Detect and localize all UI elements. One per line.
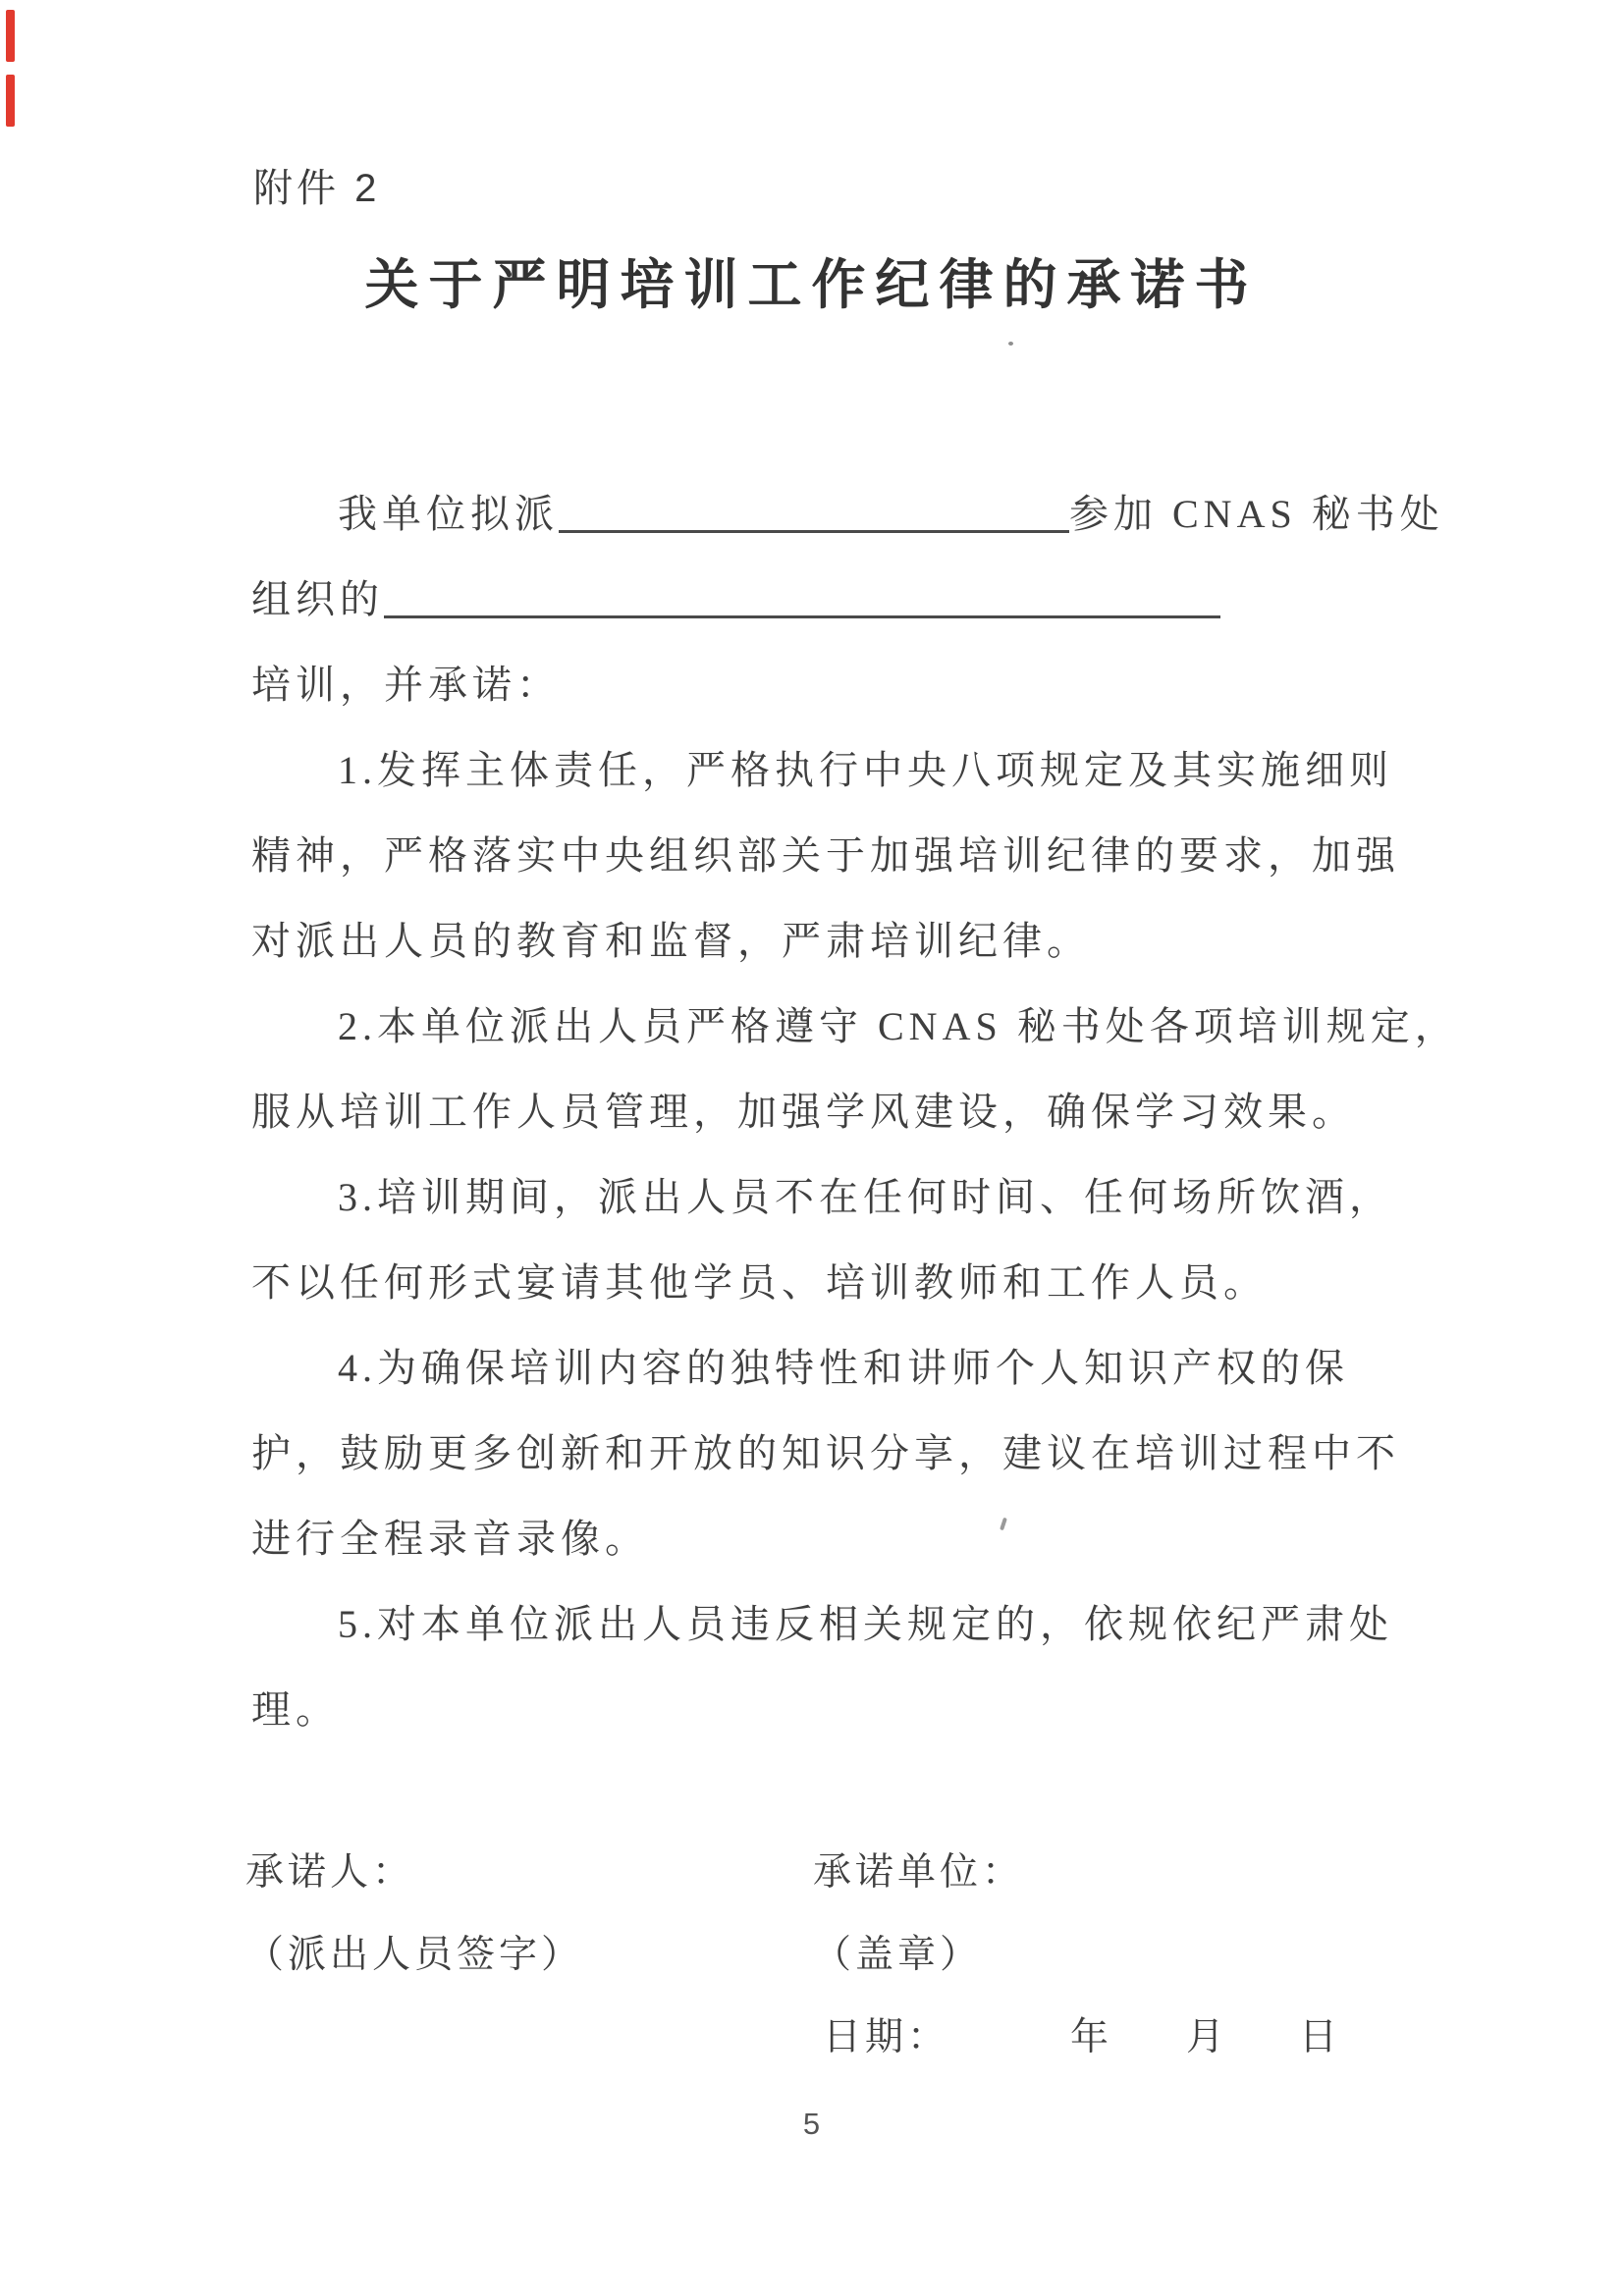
date-line <box>813 2006 1422 2089</box>
item1-line3: 对派出人员的教育和监督，严肃培训纪律。 <box>251 919 1091 963</box>
signature-left-column <box>245 1842 583 2006</box>
date-label: 日期： <box>823 2016 950 2058</box>
intro-line2-lead: 组织的 <box>251 577 384 621</box>
fill-in-blank-trainee-name <box>559 501 1069 533</box>
item2-line2: 服从培训工作人员管理，加强学风建设，确保学习效果。 <box>251 1090 1356 1134</box>
intro-line-1 <box>251 483 1444 568</box>
unit-label: 承诺单位： <box>813 1851 1025 1894</box>
year-label: 年 <box>1070 2016 1113 2058</box>
scan-speck-under-title <box>1008 342 1013 346</box>
red-pen-mark-bottom <box>6 75 15 127</box>
item4-line1: 4.为确保培训内容的独特性和讲师个人知识产权的保 <box>338 1346 1349 1390</box>
promiser-note: （派出人员签字） <box>245 1934 584 1976</box>
item5-line2: 理。 <box>251 1687 340 1732</box>
red-pen-mark-top <box>6 10 15 62</box>
document-body <box>251 483 1459 1764</box>
intro-line-2 <box>251 568 1420 654</box>
item3-line2: 不以任何形式宴请其他学员、培训教师和工作人员。 <box>251 1260 1268 1305</box>
item4-line3: 进行全程录音录像。 <box>251 1517 649 1561</box>
signature-right-column <box>813 1842 1422 2089</box>
item1-line1: 1.发挥主体责任，严格执行中央八项规定及其实施细则 <box>338 748 1393 792</box>
attachment-label: 附件 2 <box>253 167 381 210</box>
item2-line1: 2.本单位派出人员严格遵守 CNAS 秘书处各项培训规定， <box>338 1004 1459 1048</box>
intro-line-3: 培训，并承诺： <box>251 663 561 707</box>
item4-line2: 护，鼓励更多创新和开放的知识分享，建议在培训过程中不 <box>251 1431 1400 1475</box>
intro-line1-lead: 我单位拟派 <box>338 492 559 536</box>
item3-line1: 3.培训期间，派出人员不在任何时间、任何场所饮酒， <box>338 1175 1393 1219</box>
page-number: 5 <box>802 2107 821 2141</box>
unit-note: （盖章） <box>813 1934 983 1976</box>
intro-line1-trail: 参加 CNAS 秘书处 <box>1069 492 1444 536</box>
item5-line1: 5.对本单位派出人员违反相关规定的，依规依纪严肃处 <box>338 1602 1393 1646</box>
item1-line2: 精神，严格落实中央组织部关于加强培训纪律的要求，加强 <box>251 833 1400 878</box>
month-label: 月 <box>1186 2016 1229 2058</box>
fill-in-blank-training-name <box>384 586 1220 618</box>
promiser-label: 承诺人： <box>245 1851 415 1894</box>
day-label: 日 <box>1299 2016 1342 2058</box>
document-title: 关于严明培训工作纪律的承诺书 <box>364 254 1259 315</box>
